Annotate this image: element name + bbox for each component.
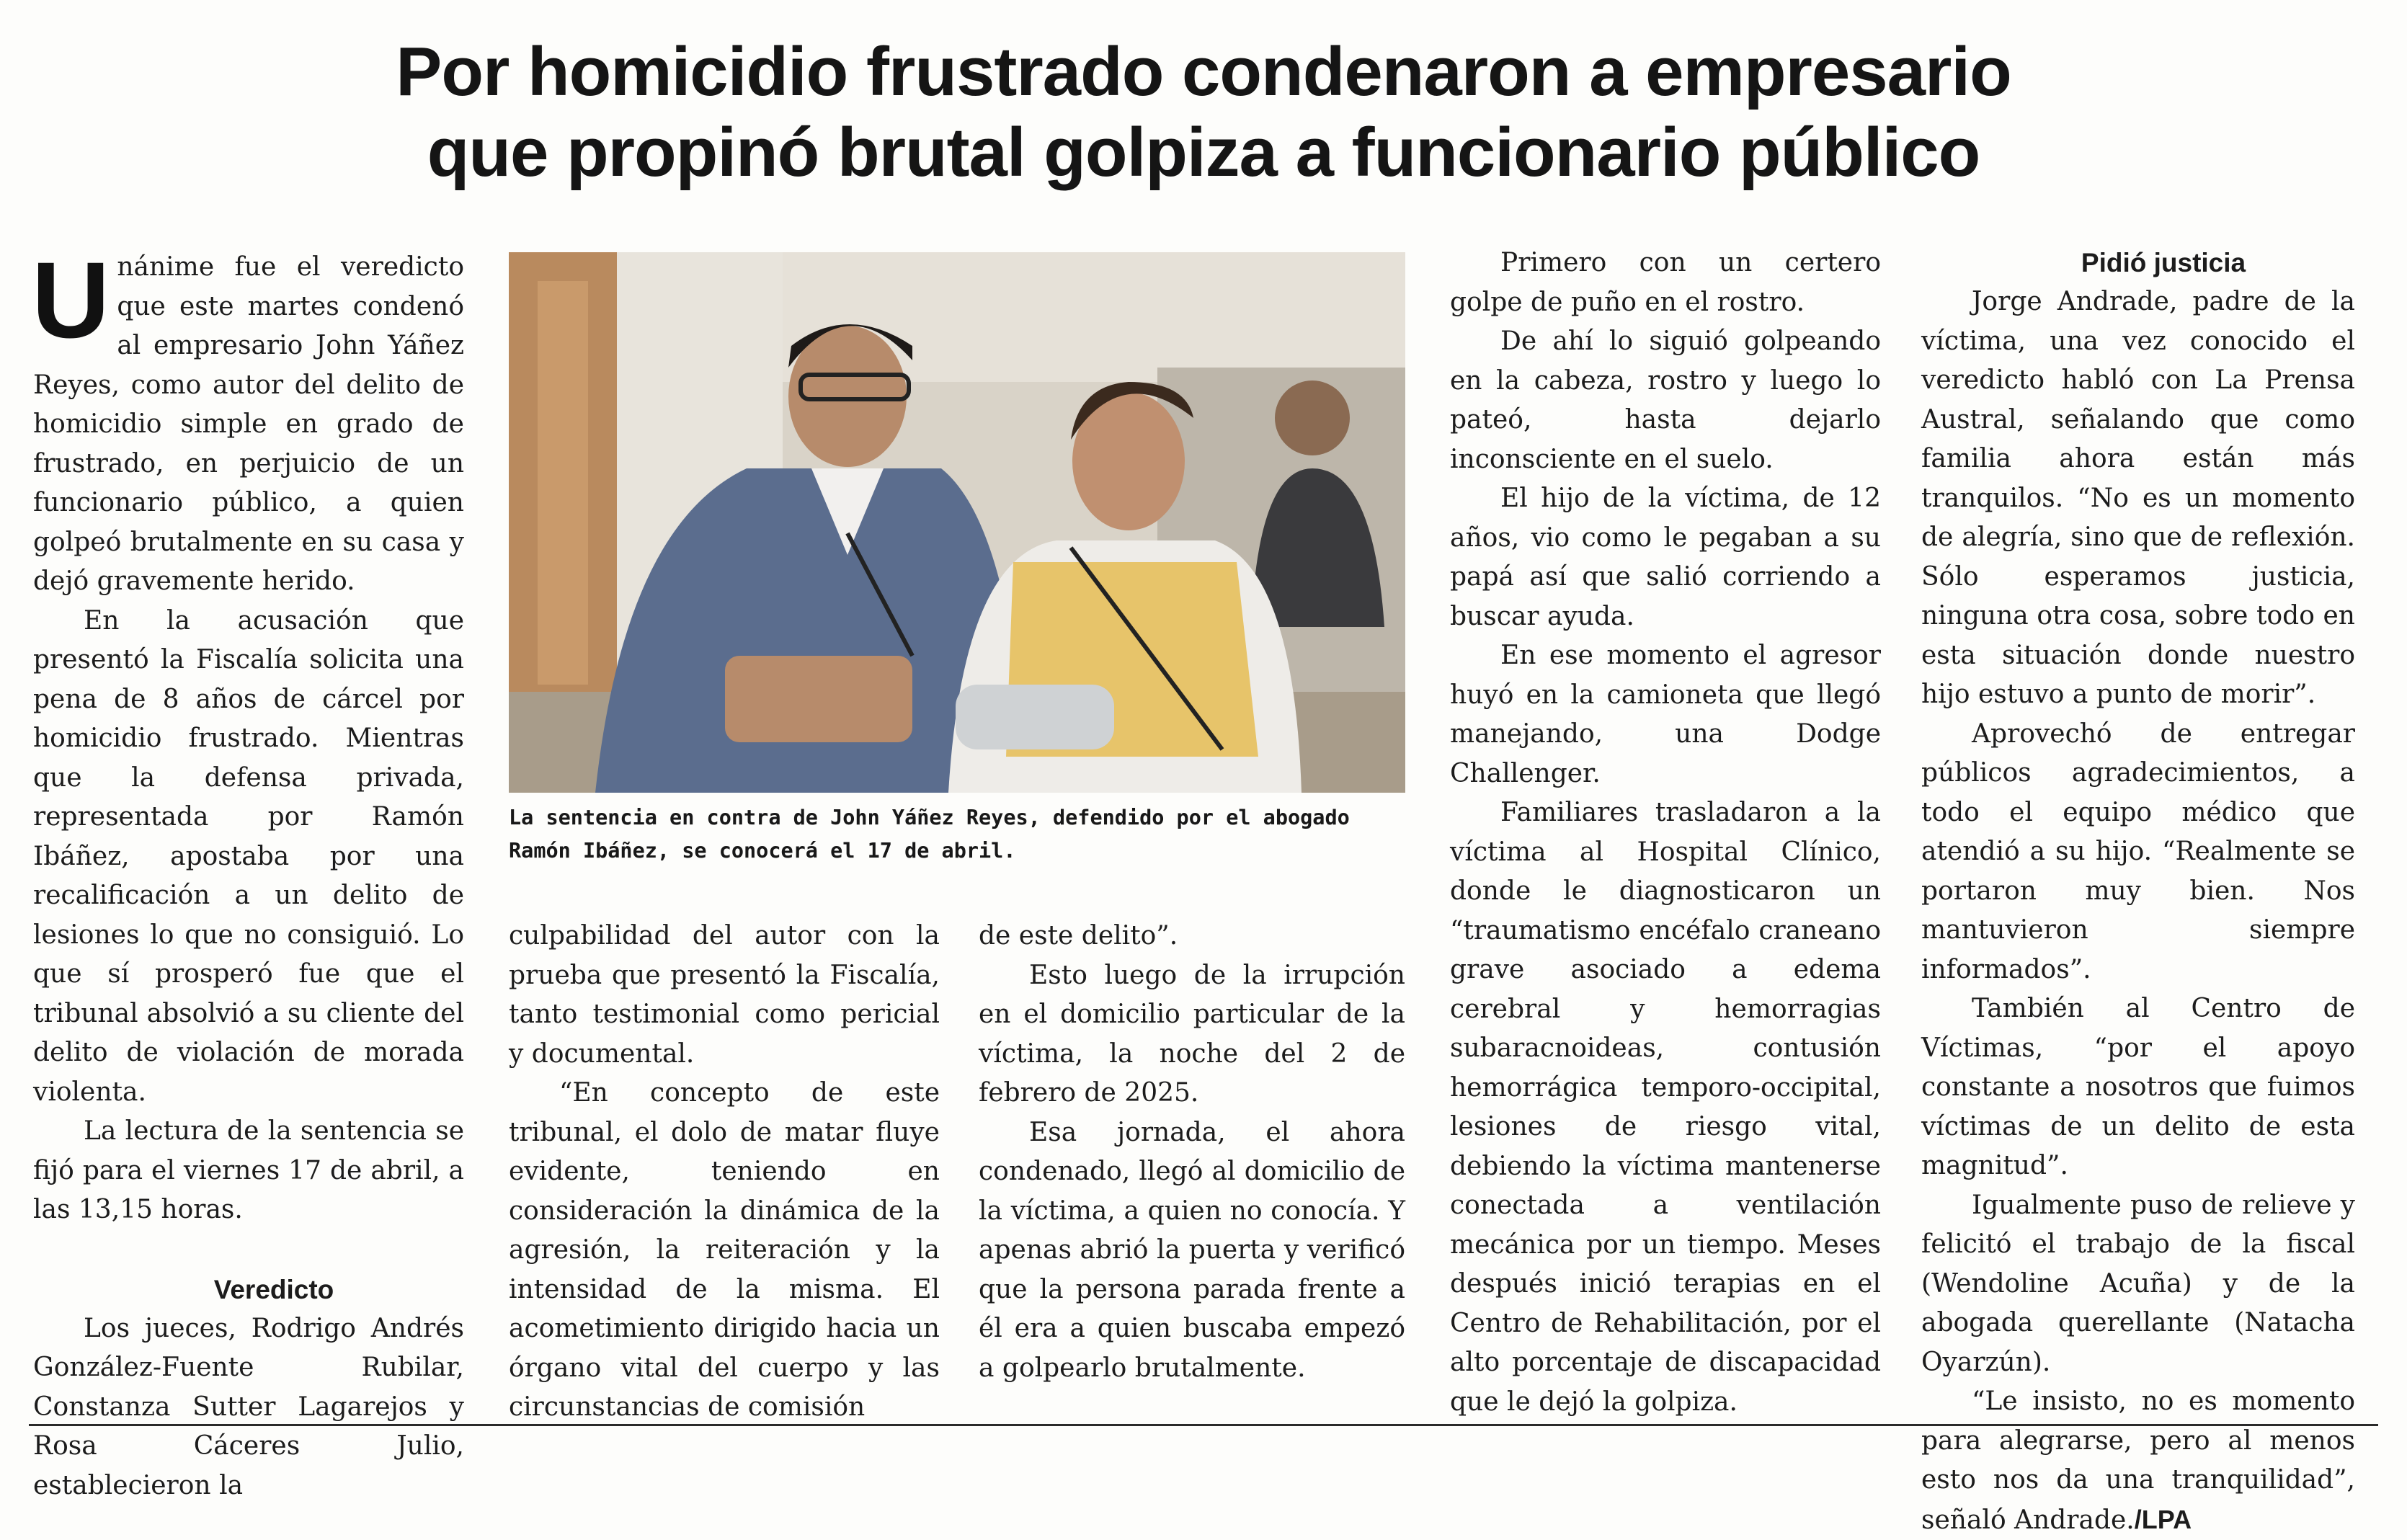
headline-line-2: que propinó brutal golpiza a funcionario público (427, 114, 1980, 191)
column-2 (509, 917, 940, 1428)
column-4 (1450, 244, 1881, 1422)
paragraph: Esto luego de la irrupción en el domicilio particular de la víctima, la noche del 2 de febrero de 2025. (979, 960, 1405, 1108)
closing-quote: “Le insisto, no es momento para alegrarse, pero al menos esto nos da una tranquilidad”, señaló Andrade. (1921, 1387, 2355, 1535)
column-3 (979, 917, 1405, 1388)
paragraph: En ese momento el agresor huyó en la camioneta que llegó manejando, una Dodge Challenger. (1450, 641, 1881, 788)
paragraph: Esa jornada, el ahora condenado, llegó al domicilio de la víctima, a quien no conocía. Y apenas abrió la puerta y verificó que la persona parada frente a él era a quien buscaba empezó a golpearlo brutalmente. (979, 1117, 1405, 1383)
column-5 (1921, 244, 2355, 1540)
bottom-rule (29, 1424, 2378, 1426)
lead-paragraph: Unánime fue el veredicto que este martes condenó al empresario John Yáñez Reyes, como autor del delito de homicidio simple en grado de frustrado, en perjuicio de un funcionario público, a quien golpeó brutalmente en su casa y dejó gravemente herido. (32, 239, 464, 596)
section-subhead: Pidió justicia (2081, 248, 2246, 277)
paragraph (1921, 1382, 2355, 1540)
paragraph: Familiares trasladaron a la víctima al Hospital Clínico, donde le diagnosticaron un “traumatismo encéfalo craneano grave asociado a edema cerebral y hemorragias subaracnoideas, contusión hemorrágica temporo-occipital, lesiones de riesgo vital, debiendo la víctima mantenerse conectada a ventilación mecánica por un tiempo. Meses después inició terapias en el Centro de Rehabilitación, por el alto porcentaje de discapacidad que le dejó la golpiza. (1450, 798, 1881, 1417)
paragraph: La lectura de la sentencia se fijó para el viernes 17 de abril, a las 13,15 horas. (33, 1116, 464, 1224)
paragraph: “En concepto de este tribunal, el dolo de matar fluye evidente, teniendo en consideración la dinámica de la agresión, la reiteración y la intensidad de la misma. El acometimiento dirigido hacia un órgano vital del cuerpo y las circunstancias de comisión (509, 1078, 940, 1422)
article-photo (509, 252, 1405, 793)
byline-signature: /LPA (2134, 1504, 2192, 1534)
drop-cap: U (32, 239, 110, 360)
paragraph: El hijo de la víctima, de 12 años, vio como le pegaban a su papá así que salió corriendo a buscar ayuda. (1450, 484, 1881, 631)
paragraph: culpabilidad del autor con la prueba que presentó la Fiscalía, tanto testimonial como pericial y documental. (509, 921, 940, 1069)
paragraph: Igualmente puso de relieve y felicitó el trabajo de la fiscal (Wendoline Acuña) y de la abogada querellante (Natacha Oyarzún). (1921, 1190, 2355, 1377)
paragraph: Los jueces, Rodrigo Andrés González-Fuente Rubilar, Constanza Sutter Lagarejos y Rosa Cáceres Julio, establecieron la (33, 1313, 464, 1500)
paragraph: De ahí lo siguió golpeando en la cabeza, rostro y luego lo pateó, hasta dejarlo inconsciente en el suelo. (1450, 326, 1881, 474)
photo-caption: La sentencia en contra de John Yáñez Reyes, defendido por el abogado Ramón Ibáñez, se conocerá el 17 de abril. (509, 806, 1350, 863)
paragraph: En la acusación que presentó la Fiscalía solicita una pena de 8 años de cárcel por homicidio frustrado. Mientras que la defensa privada, representada por Ramón Ibáñez, apostaba por una recalificación a un delito de lesiones lo que no consiguió. Lo que sí prosperó fue que el tribunal absolvió a su cliente del delito de violación de morada violenta. (33, 605, 464, 1107)
paragraph: Aprovechó de entregar públicos agradecimientos, a todo el equipo médico que atendió a su hijo. “Realmente se portaron muy bien. Nos mantuvieron siempre informados”. (1921, 718, 2355, 984)
headline (43, 32, 2364, 193)
headline-line-1: Por homicidio frustrado condenaron a empresario (396, 33, 2011, 110)
courtroom-photo-illustration (509, 252, 1405, 793)
column-1 (32, 239, 464, 1505)
paragraph: Primero con un certero golpe de puño en el rostro. (1450, 248, 1881, 317)
paragraph: También al Centro de Víctimas, “por el apoyo constante a nosotros que fuimos víctimas de un delito de esta magnitud”. (1921, 994, 2355, 1180)
paragraph: Jorge Andrade, padre de la víctima, una vez conocido el veredicto habló con La Prensa Austral, señalando que como familia ahora están más tranquilos. “No es un momento de alegría, sino que de reflexión. Sólo esperamos justicia, ninguna otra cosa, sobre todo en esta situación donde nuestro hijo estuvo a punto de morir”. (1921, 287, 2355, 709)
section-subhead: Veredicto (213, 1274, 334, 1304)
paragraph: de este delito”. (979, 921, 1178, 951)
